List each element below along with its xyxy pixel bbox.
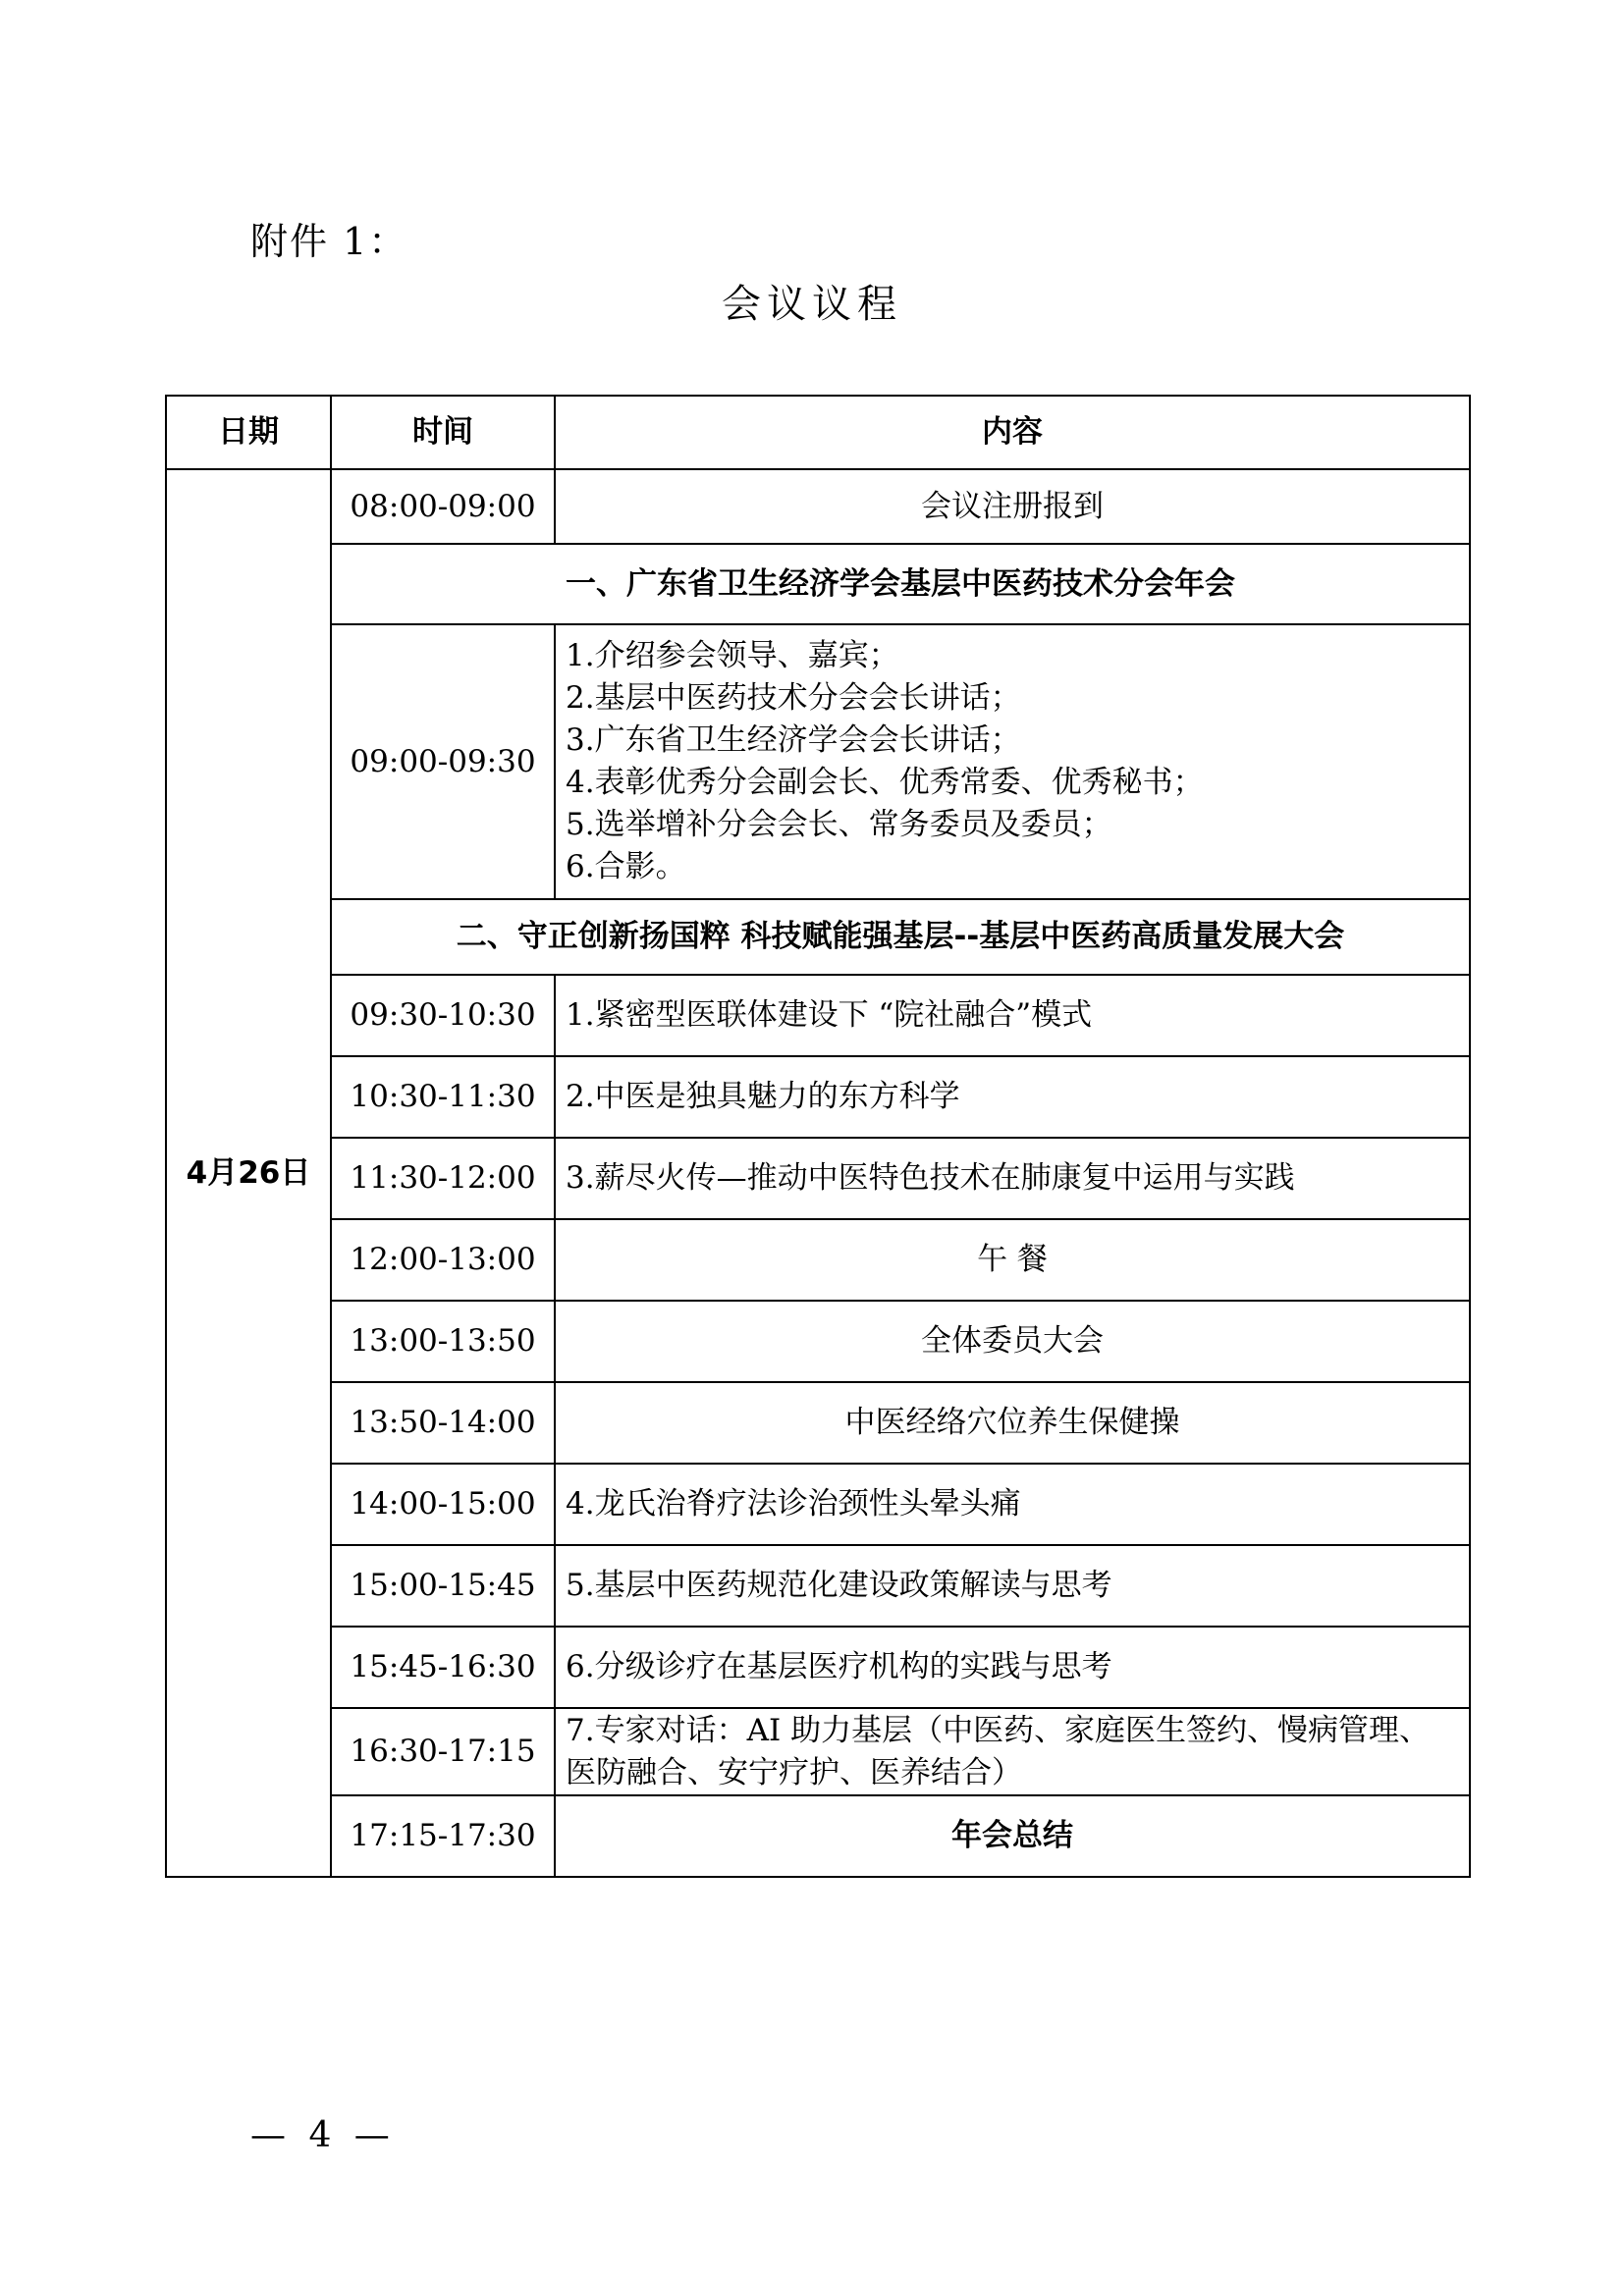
time-cell: 16:30-17:15 (331, 1708, 555, 1795)
content-cell: 1.紧密型医联体建设下 “院社融合”模式 (555, 975, 1470, 1056)
content-line: 7.专家对话：AI 助力基层（中医药、家庭医生签约、慢病管理、 (566, 1712, 1431, 1748)
time-cell: 15:45-16:30 (331, 1627, 555, 1708)
table-row (166, 1464, 1470, 1545)
header-date: 日期 (166, 396, 331, 469)
content-cell: 6.分级诊疗在基层医疗机构的实践与思考 (555, 1627, 1470, 1708)
table-row (166, 1219, 1470, 1301)
table-row (166, 1301, 1470, 1382)
time-cell: 10:30-11:30 (331, 1056, 555, 1138)
list-item: 5.选举增补分会会长、常务委员及委员； (566, 807, 1112, 842)
section-row (166, 544, 1470, 624)
time-cell: 15:00-15:45 (331, 1545, 555, 1627)
list-item: 6.合影。 (566, 849, 686, 884)
table-row (166, 1627, 1470, 1708)
content-line: 医防融合、安宁疗护、医养结合） (566, 1754, 1022, 1790)
time-cell: 12:00-13:00 (331, 1219, 555, 1301)
time-cell: 13:00-13:50 (331, 1301, 555, 1382)
time-cell: 09:00-09:30 (331, 624, 555, 899)
table-row (166, 1382, 1470, 1464)
content-cell: 全体委员大会 (555, 1301, 1470, 1382)
content-cell: 午 餐 (555, 1219, 1470, 1301)
time-cell: 13:50-14:00 (331, 1382, 555, 1464)
table-row (166, 1056, 1470, 1138)
page-title: 会议议程 (722, 282, 902, 327)
content-cell: 会议注册报到 (555, 469, 1470, 544)
table-row (166, 1708, 1470, 1795)
content-list-cell (555, 624, 1470, 899)
list-item: 3.广东省卫生经济学会会长讲话； (566, 722, 1021, 758)
content-cell: 3.薪尽火传—推动中医特色技术在肺康复中运用与实践 (555, 1138, 1470, 1219)
section-title: 二、守正创新扬国粹 科技赋能强基层--基层中医药高质量发展大会 (331, 899, 1470, 975)
content-cell: 4.龙氏治脊疗法诊治颈性头晕头痛 (555, 1464, 1470, 1545)
list-item: 2.基层中医药技术分会会长讲话； (566, 680, 1021, 716)
header-time: 时间 (331, 396, 555, 469)
content-cell: 中医经络穴位养生保健操 (555, 1382, 1470, 1464)
table-row (166, 1795, 1470, 1877)
time-cell: 09:30-10:30 (331, 975, 555, 1056)
date-cell: 4月26日 (166, 469, 331, 1877)
section-row (166, 899, 1470, 975)
header-row (166, 396, 1470, 469)
time-cell: 11:30-12:00 (331, 1138, 555, 1219)
section-title: 一、广东省卫生经济学会基层中医药技术分会年会 (331, 544, 1470, 624)
list-item: 1.介绍参会领导、嘉宾； (566, 638, 899, 673)
attachment-label: 附件 1： (250, 220, 408, 263)
list-item: 4.表彰优秀分会副会长、优秀常委、优秀秘书； (566, 765, 1204, 800)
content-cell: 5.基层中医药规范化建设政策解读与思考 (555, 1545, 1470, 1627)
time-cell: 08:00-09:00 (331, 469, 555, 544)
agenda-table (165, 395, 1471, 1878)
table-row (166, 1138, 1470, 1219)
content-list-cell (555, 1708, 1470, 1795)
table-row (166, 975, 1470, 1056)
content-cell: 2.中医是独具魅力的东方科学 (555, 1056, 1470, 1138)
page-number: — 4 — (250, 2115, 396, 2156)
content-cell: 年会总结 (555, 1795, 1470, 1877)
table-row (166, 469, 1470, 544)
header-content: 内容 (555, 396, 1470, 469)
time-cell: 17:15-17:30 (331, 1795, 555, 1877)
table-row (166, 624, 1470, 899)
time-cell: 14:00-15:00 (331, 1464, 555, 1545)
table-row (166, 1545, 1470, 1627)
